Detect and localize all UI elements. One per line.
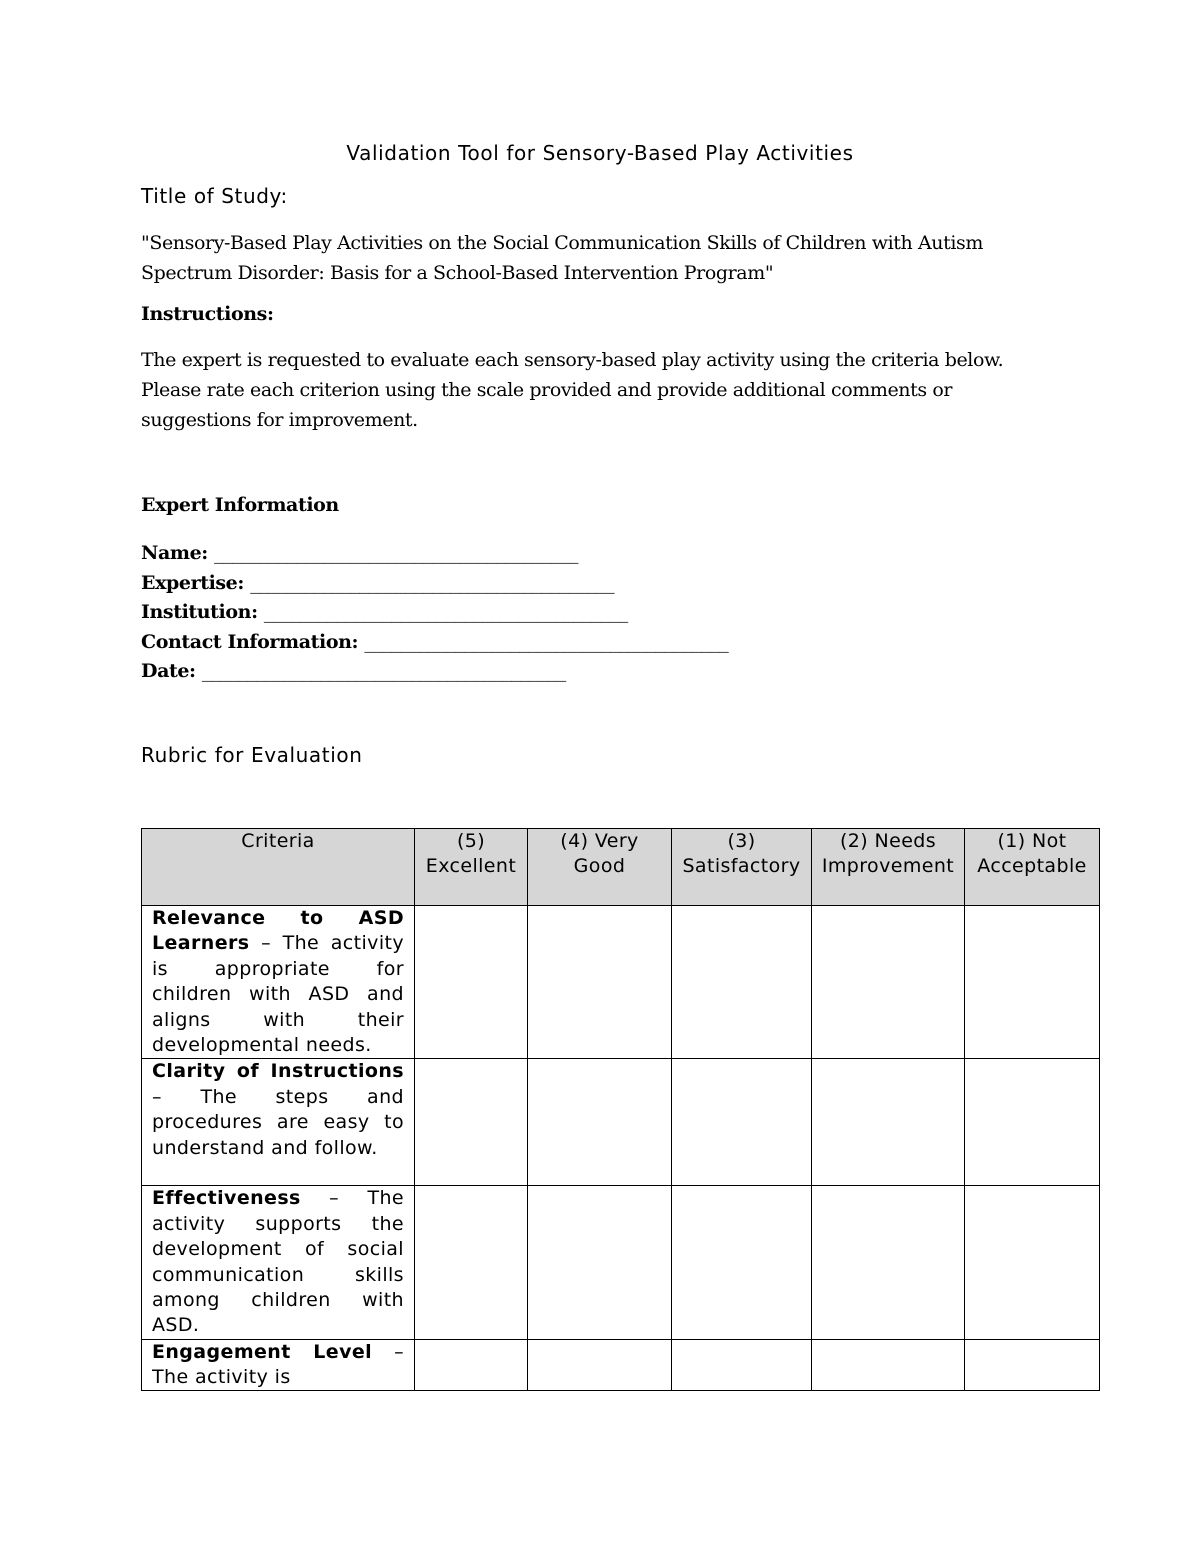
rating-cell-2[interactable] [812, 906, 965, 1059]
rating-cell-4[interactable] [528, 1186, 672, 1339]
header-not-acceptable: (1) Not Acceptable [965, 829, 1100, 906]
expertise-field-label: Expertise: [141, 571, 244, 594]
expertise-field[interactable] [141, 569, 728, 599]
rating-cell-1[interactable] [965, 1059, 1100, 1186]
rating-cell-1[interactable] [965, 906, 1100, 1059]
rating-cell-3[interactable] [672, 1186, 812, 1339]
table-row [142, 1059, 1100, 1186]
rating-cell-3[interactable] [672, 1339, 812, 1390]
rating-cell-4[interactable] [528, 1339, 672, 1390]
institution-field-label: Institution: [141, 601, 258, 623]
expertise-field-blank[interactable]: ________________________________________ [250, 571, 615, 594]
rating-cell-4[interactable] [528, 906, 672, 1059]
contact-information-field[interactable] [141, 628, 728, 658]
criterion-cell [142, 1186, 415, 1339]
criterion-cell [142, 1059, 415, 1186]
criterion-name: Engagement Level [152, 1340, 373, 1363]
instructions-text: The expert is requested to evaluate each sensory-based play activity using the criteria below. Please rate each criterion using the scale provided and provide additional comments or suggestions for improvement. [141, 349, 1004, 431]
header-needs-improvement: (2) Needs Improvement [812, 829, 965, 906]
document-title: Validation Tool for Sensory-Based Play Activities [346, 141, 854, 165]
name-field[interactable] [141, 539, 728, 569]
study-title-text: "Sensory-Based Play Activities on the Social Communication Skills of Children with Autism Spectrum Disorder: Basis for a School-Based Intervention Program" [141, 232, 984, 284]
criterion-name: Relevance to ASD Learners [152, 907, 404, 955]
header-very-good: (4) Very Good [528, 829, 672, 906]
criterion-cell [142, 906, 415, 1059]
title-of-study-heading: Title of Study: [141, 184, 288, 208]
date-field-label: Date: [141, 660, 196, 682]
expert-information-fields [141, 539, 728, 687]
criterion-cell [142, 1339, 415, 1390]
criterion-description: The activity supports the development of social communication skills among children with ASD. [152, 1187, 404, 1337]
instructions-heading: Instructions: [141, 303, 274, 325]
rating-cell-5[interactable] [415, 1186, 528, 1339]
rating-cell-4[interactable] [528, 1059, 672, 1186]
criterion-description: The activity is appropriate for children with ASD and aligns with their developmental needs. [152, 932, 404, 1057]
table-row [142, 906, 1100, 1059]
date-field[interactable] [141, 657, 728, 687]
institution-field[interactable] [141, 598, 728, 628]
rating-cell-2[interactable] [812, 1339, 965, 1390]
rating-cell-3[interactable] [672, 906, 812, 1059]
rating-cell-3[interactable] [672, 1059, 812, 1186]
criterion-separator: – [372, 1340, 404, 1363]
header-satisfactory: (3) Satisfactory [672, 829, 812, 906]
rating-cell-5[interactable] [415, 1339, 528, 1390]
criterion-description: The steps and procedures are easy to understand and follow. [152, 1085, 404, 1159]
criterion-separator: – [152, 1085, 201, 1108]
rubric-table [141, 828, 1100, 1391]
rating-cell-1[interactable] [965, 1186, 1100, 1339]
rating-cell-1[interactable] [965, 1339, 1100, 1390]
contact-information-field-label: Contact Information: [141, 630, 359, 653]
criterion-name: Effectiveness [152, 1187, 301, 1210]
table-row [142, 1186, 1100, 1339]
institution-field-blank[interactable]: ________________________________________ [263, 601, 628, 623]
date-field-blank[interactable]: ________________________________________ [201, 660, 566, 682]
criterion-description: The activity is [152, 1366, 291, 1389]
contact-information-field-blank[interactable]: ________________________________________ [364, 630, 729, 653]
criterion-separator: – [249, 932, 283, 955]
header-criteria: Criteria [142, 829, 415, 906]
rubric-heading: Rubric for Evaluation [141, 743, 363, 767]
name-field-label: Name: [141, 542, 208, 564]
rating-cell-2[interactable] [812, 1186, 965, 1339]
table-row [142, 1339, 1100, 1390]
rating-cell-5[interactable] [415, 906, 528, 1059]
name-field-blank[interactable]: ________________________________________ [214, 542, 579, 564]
rubric-header-row [142, 829, 1100, 906]
header-excellent: (5) Excellent [415, 829, 528, 906]
criterion-name: Clarity of Instructions [152, 1060, 404, 1083]
expert-information-heading: Expert Information [141, 494, 339, 516]
rating-cell-5[interactable] [415, 1059, 528, 1186]
criterion-separator: – [300, 1187, 368, 1210]
rating-cell-2[interactable] [812, 1059, 965, 1186]
